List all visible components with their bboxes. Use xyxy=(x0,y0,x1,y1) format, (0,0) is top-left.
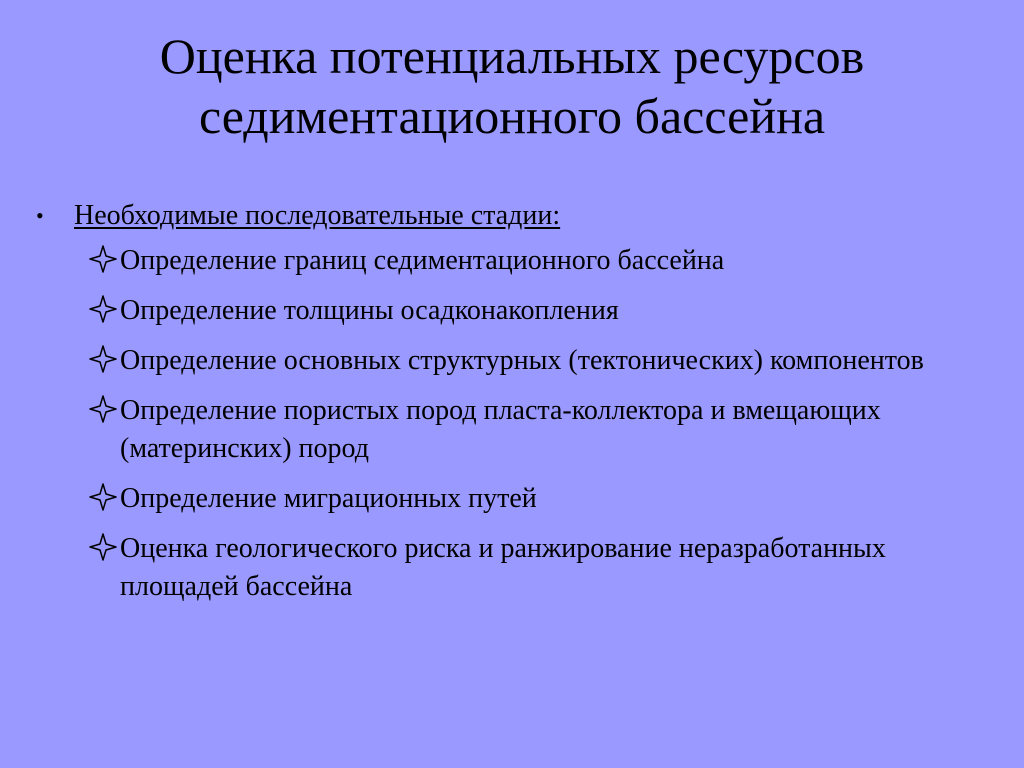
sub-bullet-text: Определение основных структурных (тектонических) компонентов xyxy=(120,345,924,376)
sub-bullet-text: Определение границ седиментационного бассейна xyxy=(120,245,725,276)
main-bullet-text: Необходимые последовательные стадии: xyxy=(74,200,561,231)
sub-bullet-list xyxy=(0,242,1024,606)
sub-bullet-item xyxy=(0,342,1024,380)
title-line-1: Оценка потенциальных ресурсов xyxy=(159,28,865,84)
bullet-dot: • xyxy=(36,203,44,228)
star-bullet-icon xyxy=(88,294,118,324)
star-bullet-icon xyxy=(88,344,118,374)
sub-bullet-text: Определение миграционных путей xyxy=(120,483,537,514)
slide-content xyxy=(0,198,1024,618)
star-bullet-icon xyxy=(88,244,118,274)
sub-bullet-text: Определение толщины осадконакопления xyxy=(120,295,619,326)
main-bullet-item xyxy=(0,198,1024,242)
sub-bullet-item xyxy=(0,530,1024,606)
slide-title xyxy=(40,26,984,146)
sub-bullet-item xyxy=(0,392,1024,468)
sub-bullet-item xyxy=(0,480,1024,518)
star-bullet-icon xyxy=(88,532,118,562)
star-bullet-icon xyxy=(88,394,118,424)
sub-bullet-text: Определение пористых пород пласта-коллектора и вмещающих (материнских) пород xyxy=(120,395,881,464)
star-bullet-icon xyxy=(88,482,118,512)
sub-bullet-item xyxy=(0,242,1024,280)
title-line-2: седиментационного бассейна xyxy=(198,88,826,144)
sub-bullet-text: Оценка геологического риска и ранжирование неразработанных площадей бассейна xyxy=(120,533,886,602)
sub-bullet-item xyxy=(0,292,1024,330)
